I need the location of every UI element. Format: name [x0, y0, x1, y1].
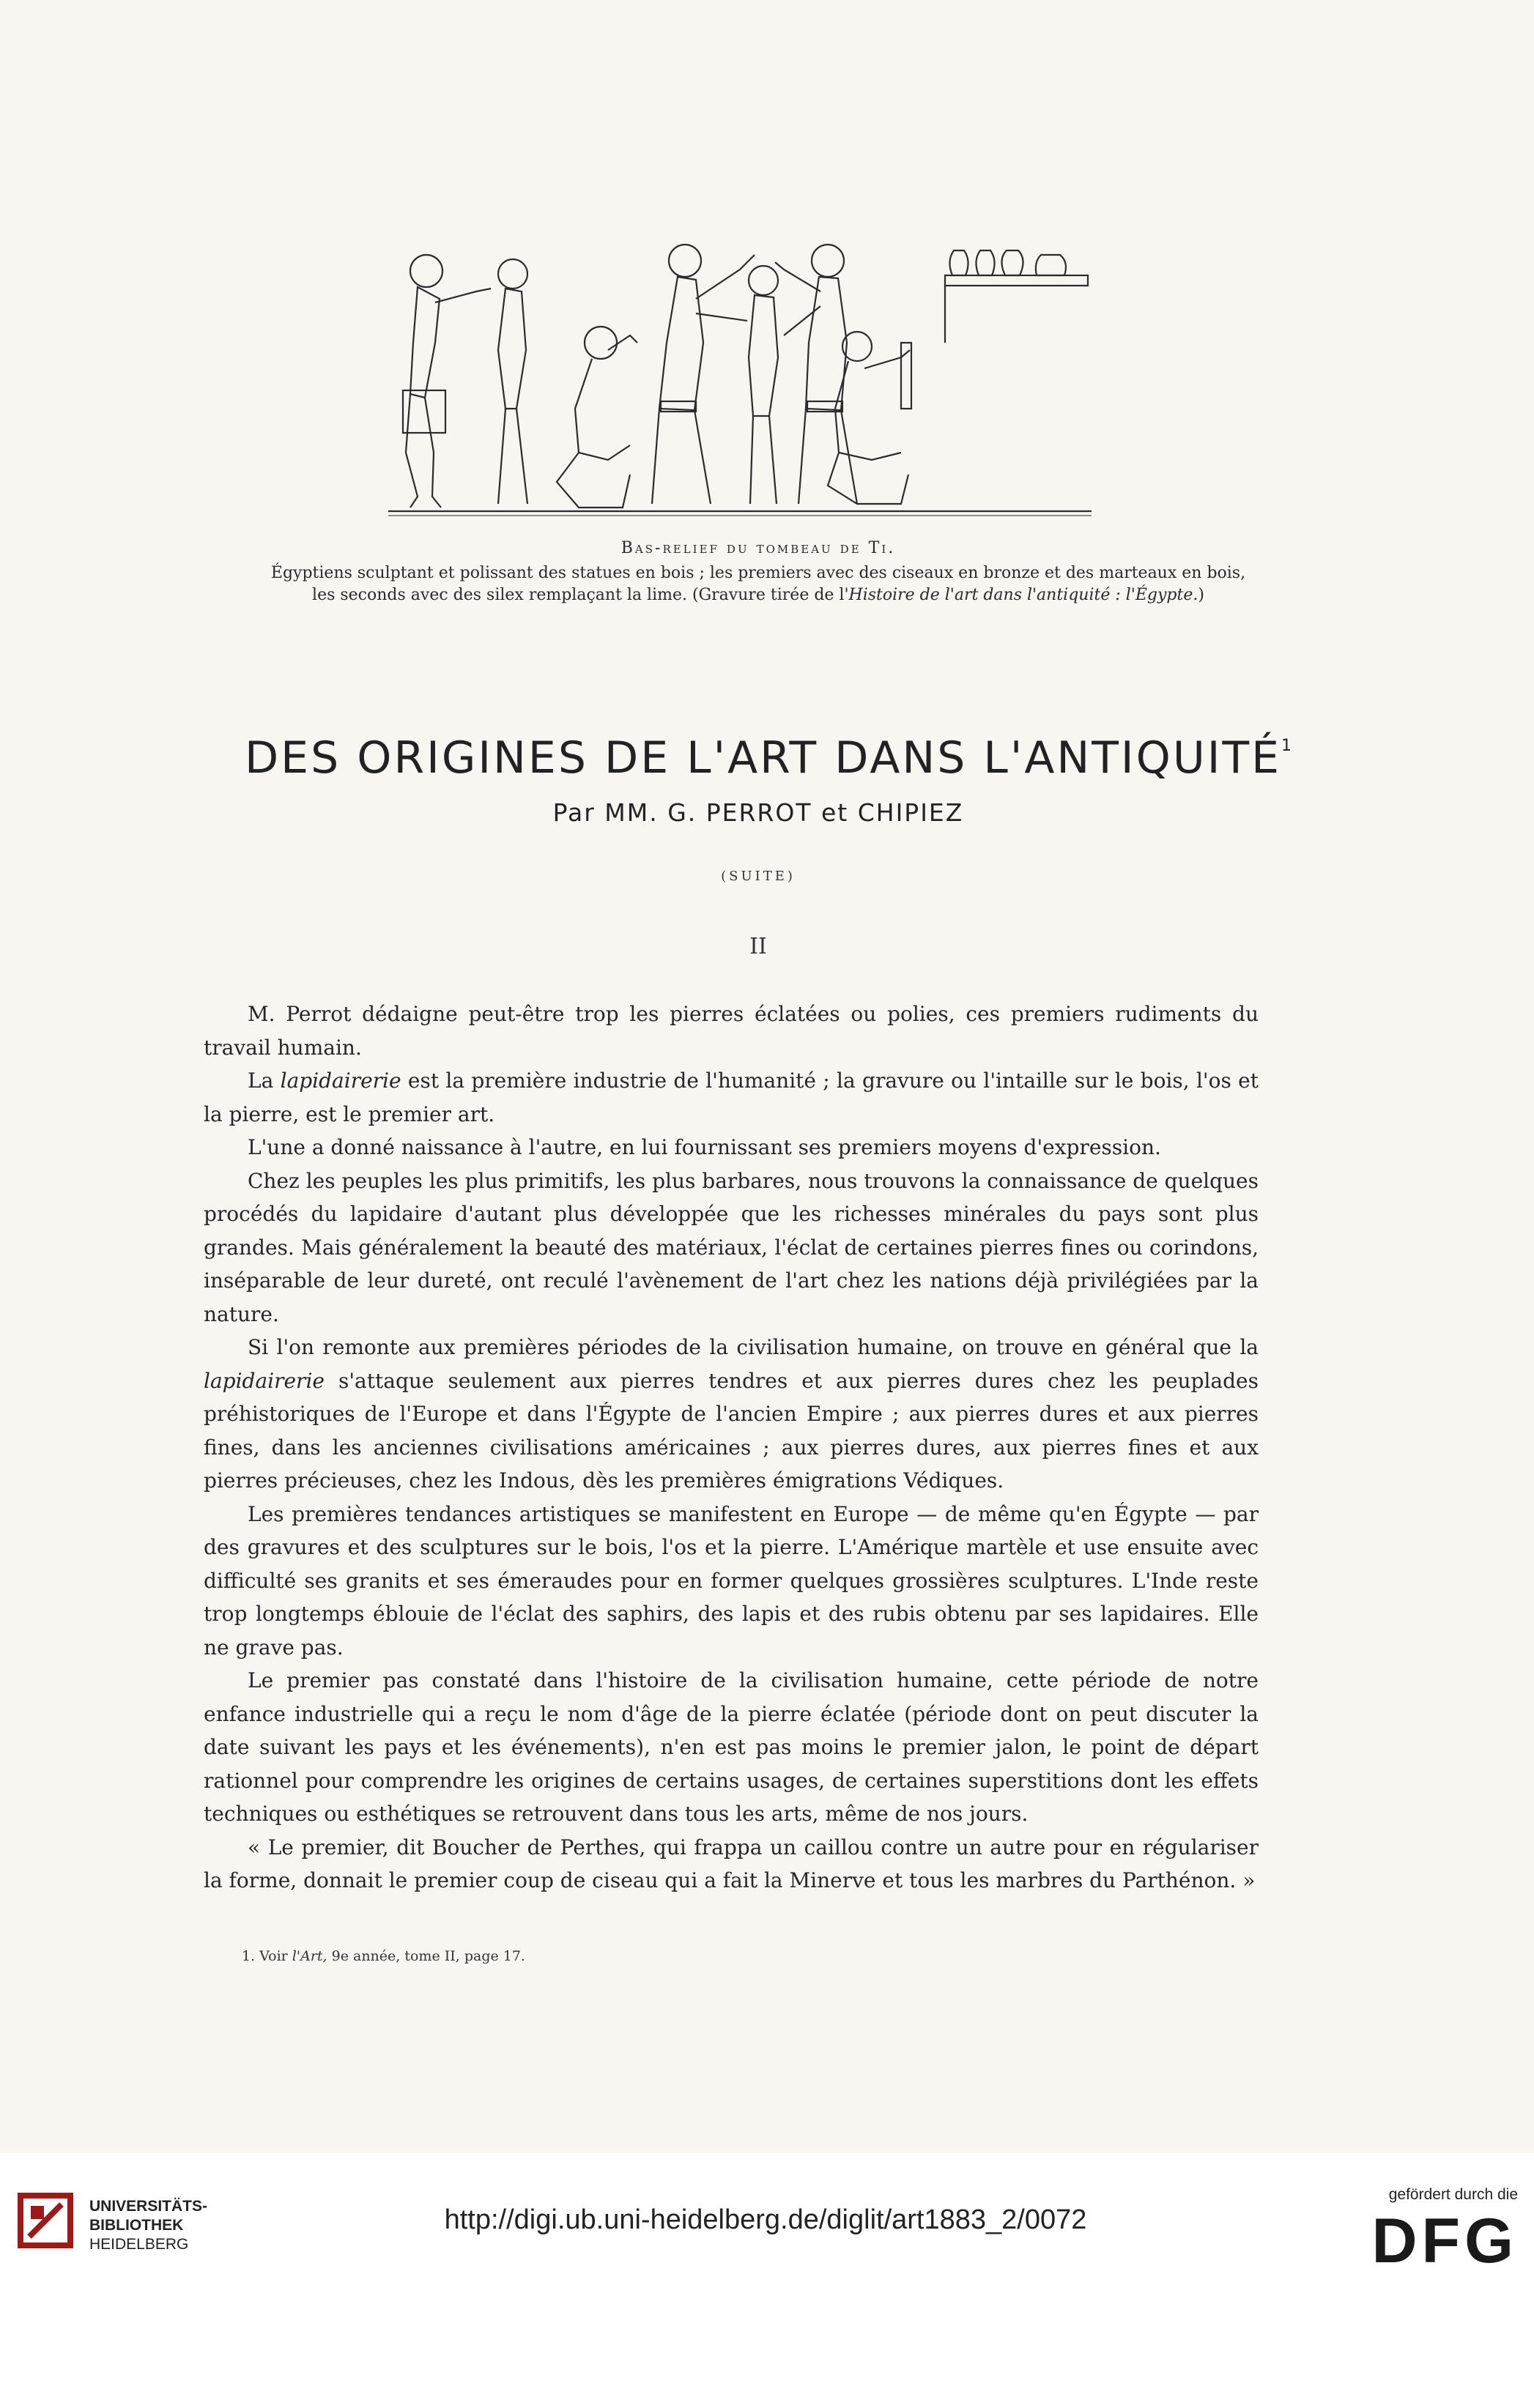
figure-caption-line-1: Égyptiens sculptant et polissant des statues en bois ; les premiers avec des ciseaux en bronze et des marteaux en bois, — [270, 564, 1246, 582]
library-logo-icon — [15, 2190, 81, 2256]
paragraph-text: M. Perrot dédaigne peut-être trop les pierres éclatées ou polies, ces premiers rudiments du travail humain. — [204, 1002, 1259, 1060]
funding-credit — [1371, 2186, 1518, 2274]
paragraph-text: Le premier pas constaté dans l'histoire de la civilisation humaine, cette période de notre enfance industrielle qui a reçu le nom d'âge de la pierre éclatée (période dont on peut discuter la date suivant les pays et les événements), n'en est pas moins le premier jalon, le point de départ rationnel pour comprendre les origines de certains usages, de certaines superstitions dont les effets techniques ou esthétiques se retrouvent dans tous les arts, même de nos jours. — [204, 1668, 1259, 1826]
paragraph-italic: lapidairerie — [204, 1368, 325, 1393]
paragraph-text: La — [248, 1069, 281, 1093]
section-number: II — [749, 934, 767, 959]
article-body — [204, 997, 1259, 1898]
bas-relief-illustration — [388, 233, 1092, 522]
paragraph-text: Les premières tendances artistiques se manifestent en Europe — de même qu'en Égypte — par des gravures et des sculptures sur le bois, l'os et la pierre. L'Amérique martèle et use ensuite avec difficulté ses granits et ses émeraudes pour en former quelques grossières sculptures. L'Inde reste trop longtemps éblouie de l'éclat des saphirs, des lapis et des rubis obtenu par ses lapidaires. Elle ne grave pas. — [204, 1501, 1259, 1660]
permalink[interactable]: http://digi.ub.uni-heidelberg.de/diglit/art1883_2/0072 — [444, 2204, 1087, 2235]
footnote-text-end: 9e année, tome II, page 17. — [327, 1948, 525, 1964]
paragraph — [204, 1064, 1259, 1131]
footnote-italic: l'Art, — [292, 1948, 327, 1964]
paragraph — [204, 1498, 1259, 1665]
footnote — [242, 1948, 525, 1964]
institution-line-3: HEIDELBERG — [89, 2236, 189, 2253]
caption-text: les seconds avec des silex remplaçant la lime. (Gravure tirée de l' — [312, 586, 849, 604]
footnote-text: 1. Voir — [242, 1948, 292, 1964]
paragraph — [204, 1664, 1259, 1831]
paragraph-text: Si l'on remonte aux premières périodes de la civilisation humaine, on trouve en général que la — [248, 1335, 1259, 1359]
footnote-marker: 1 — [1281, 737, 1294, 756]
paragraph-italic: lapidairerie — [280, 1069, 401, 1093]
paragraph — [204, 1164, 1259, 1331]
institution-line-2: BIBLIOTHEK — [89, 2217, 184, 2234]
funded-by-text: gefördert durch die — [1388, 2186, 1518, 2203]
figure-title: Bas-relief du tombeau de Ti. — [620, 539, 896, 557]
paragraph-text: Chez les peuples les plus primitifs, les plus barbares, nous trouvons la connaissance de quelques procédés du lapidaire d'autant plus développée que les richesses minérales du pays sont plus grandes. Mais généralement la beauté des matériaux, l'éclat de certaines pierres fines ou corindons, inséparable de leur dureté, ont reculé l'avènement de l'art chez les nations déjà privilégiées par la nature. — [204, 1168, 1259, 1326]
paragraph — [204, 1331, 1259, 1498]
article-title — [132, 732, 1407, 784]
paragraph-text: s'attaque seulement aux pierres tendres et aux pierres dures chez les peuplades préhistoriques de l'Europe et dans l'Égypte de l'ancien Empire ; aux pierres dures et aux pierres fines, dans les anciennes civilisations américaines ; aux pierres dures, aux pierres fines et aux pierres précieuses, chez les Indous, dès les premières émigrations Védiques. — [204, 1368, 1259, 1493]
institution-name — [89, 2197, 207, 2254]
article-title-text: DES ORIGINES DE L'ART DANS L'ANTIQUITÉ — [244, 732, 1282, 784]
caption-italic-text: Histoire de l'art dans l'antiquité : l'Égypte. — [848, 586, 1198, 604]
paragraph-text: L'une a donné naissance à l'autre, en lui fournissant ses premiers moyens d'expression. — [248, 1135, 1161, 1159]
institution-line-1: UNIVERSITÄTS- — [89, 2198, 208, 2215]
paragraph-text: est la première industrie de l'humanité ; la gravure ou l'intaille sur le bois, l'os et la pierre, est le premier art. — [204, 1069, 1259, 1126]
viewer-footer — [0, 2153, 1534, 2408]
paragraph — [204, 1131, 1259, 1164]
caption-text-end: ) — [1198, 586, 1204, 604]
figure-caption-line-2 — [220, 584, 1297, 606]
paragraph — [204, 1831, 1259, 1898]
byline: Par MM. G. PERROT et CHIPIEZ — [552, 798, 964, 827]
paragraph — [204, 997, 1259, 1064]
paragraph-text: « Le premier, dit Boucher de Perthes, qui frappa un caillou contre un autre pour en régulariser la forme, donnait le premier coup de ciseau qui a fait la Minerve et tous les marbres du Parthénon. » — [204, 1835, 1259, 1892]
continuation-note: (SUITE) — [721, 869, 796, 884]
dfg-logo: DFG — [1371, 2206, 1518, 2276]
